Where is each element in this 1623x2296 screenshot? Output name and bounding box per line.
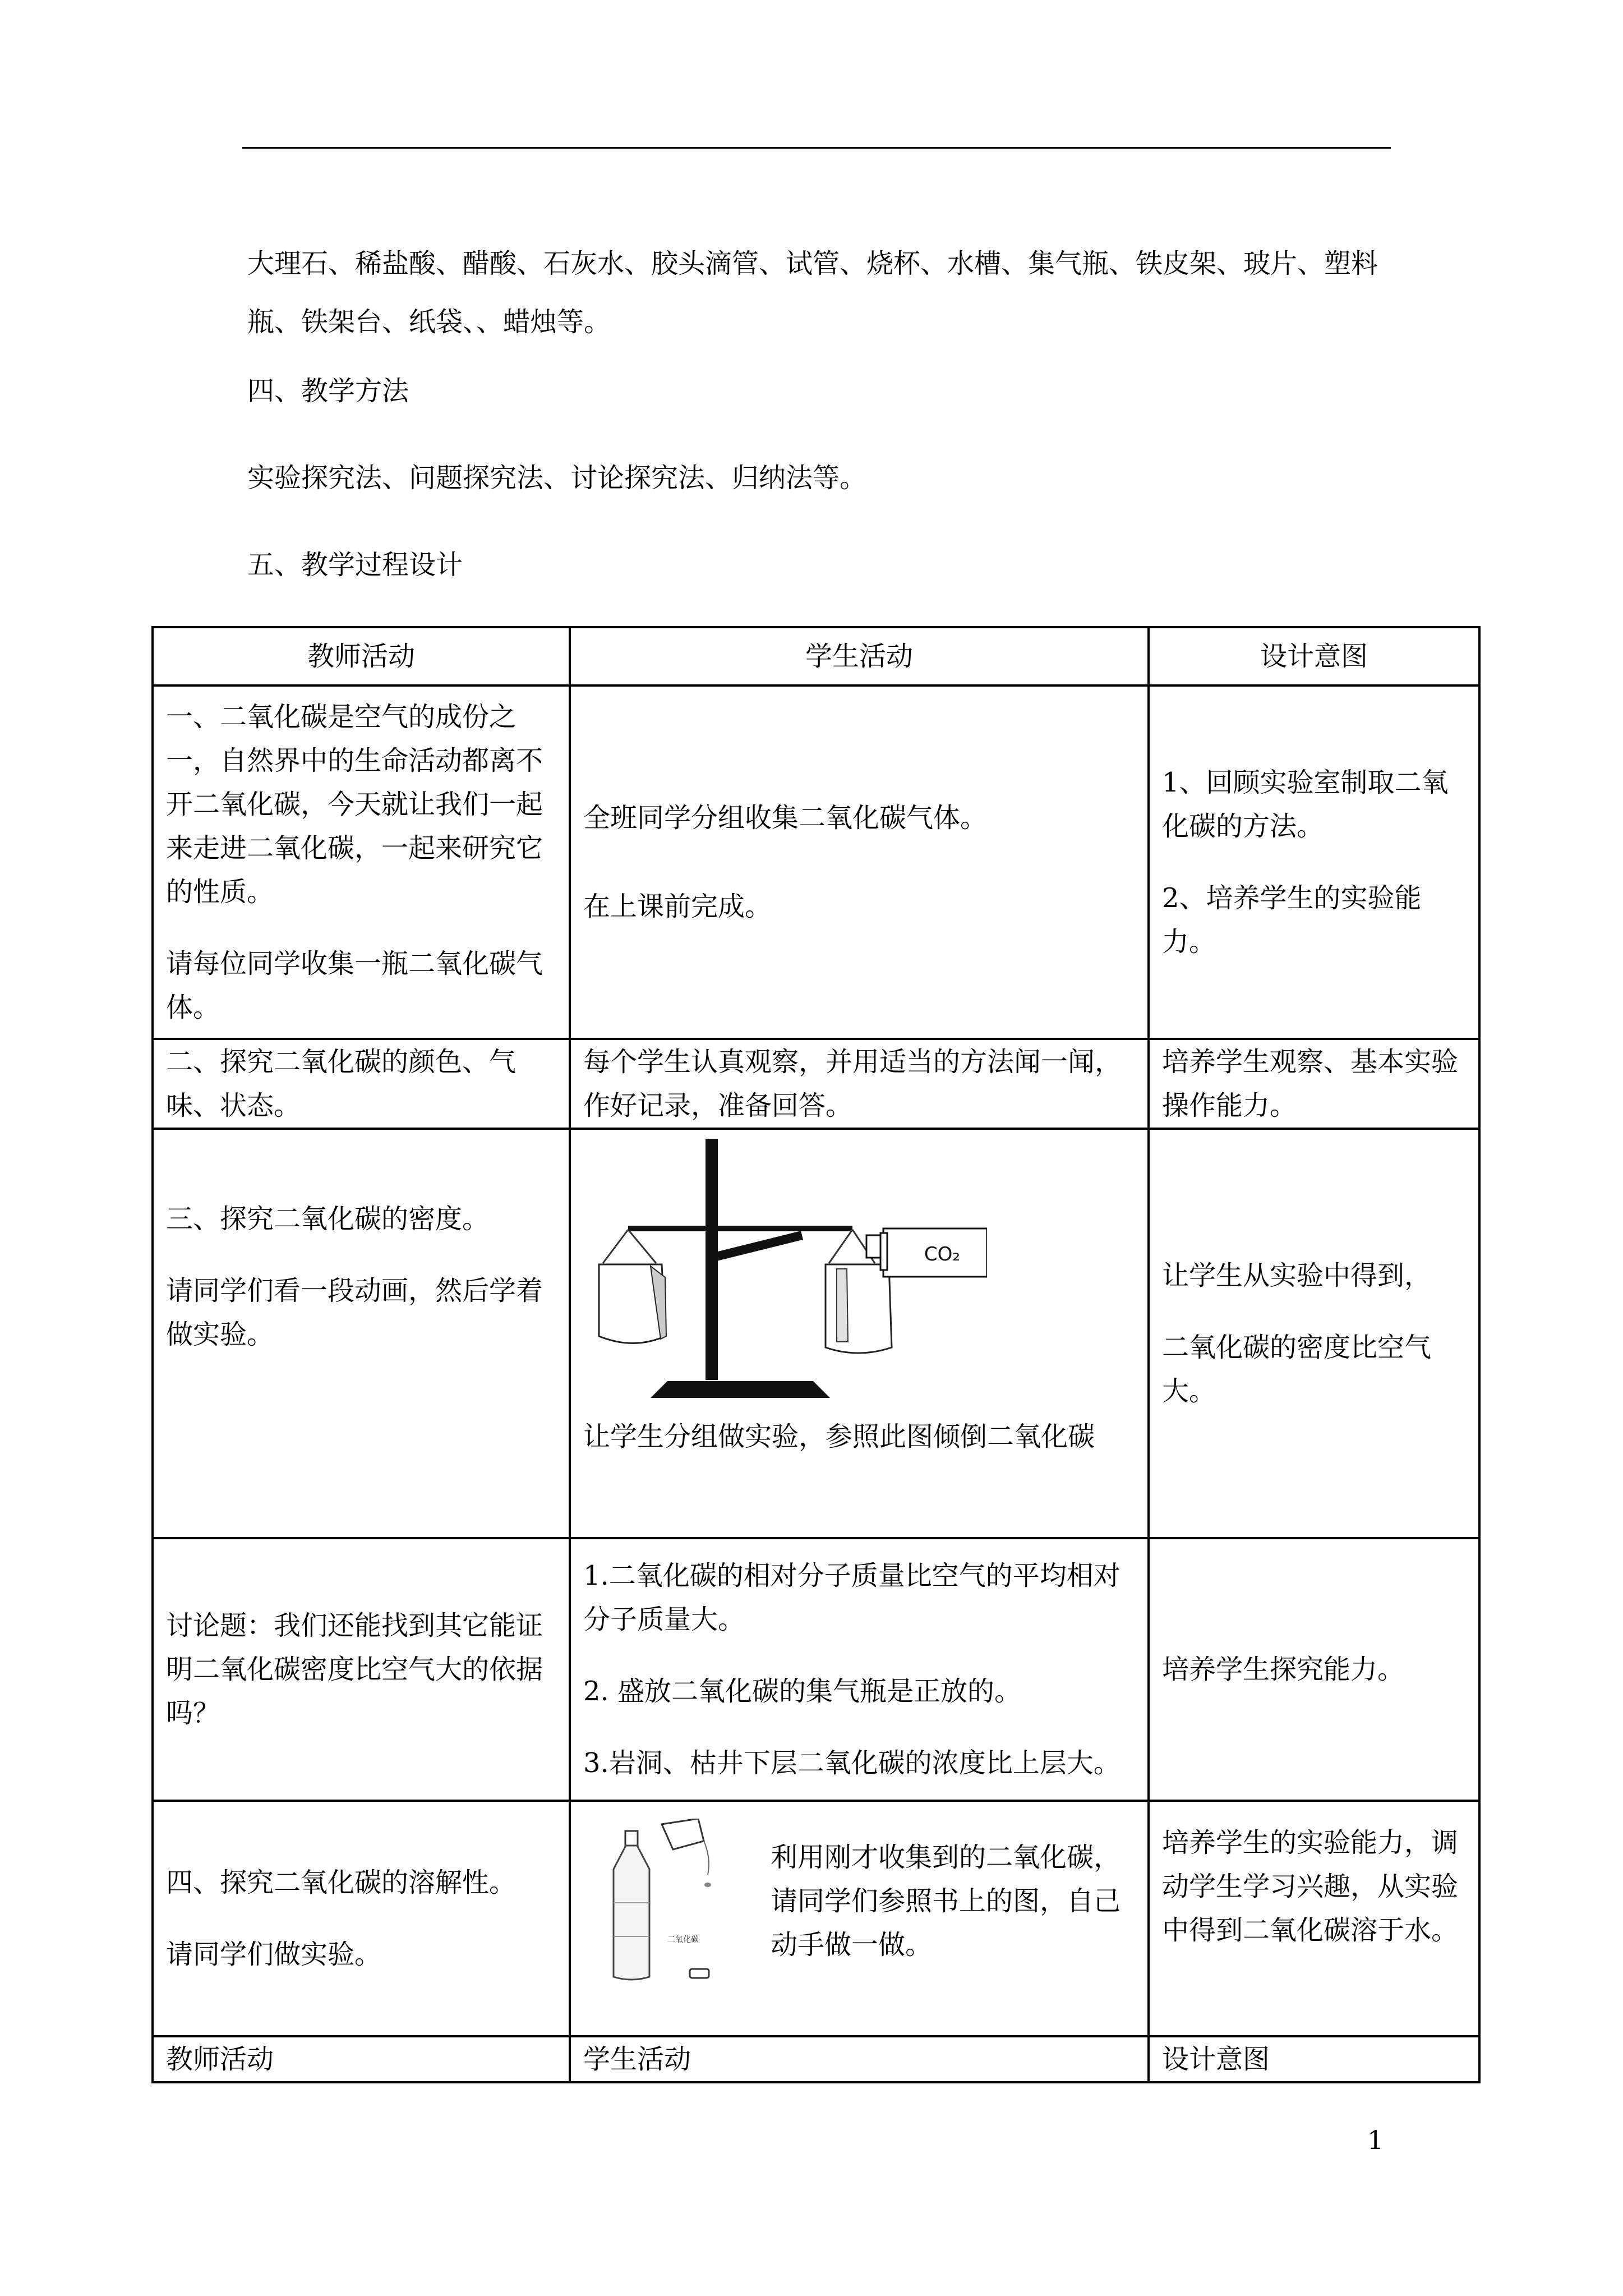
row1-design-text: 1、回顾实验室制取二氧化碳的方法。 [1162, 767, 1449, 842]
row3-design [1149, 1129, 1479, 1538]
footer-teacher: 教师活动 [153, 2036, 570, 2082]
row3-student [570, 1129, 1149, 1538]
row5-design: 培养学生的实验能力，调动学生学习兴趣，从实验中得到二氧化碳溶于水。 [1149, 1801, 1479, 2036]
balance-experiment-figure [583, 1134, 987, 1404]
bottle-label: 二氧化碳 [667, 1935, 699, 1944]
section-heading-methods: 四、教学方法 [247, 375, 409, 407]
row3-teacher-task: 请同学们看一段动画，然后学着做实验。 [166, 1275, 543, 1350]
methods-paragraph: 实验探究法、问题探究法、讨论探究法、归纳法等。 [247, 462, 867, 494]
row5-teacher [153, 1801, 570, 2036]
col-header-student: 学生活动 [570, 627, 1149, 685]
row5-teacher-heading: 四、探究二氧化碳的溶解性。 [166, 1867, 517, 1898]
row1-design-text-2: 2、培养学生的实验能力。 [1162, 882, 1422, 958]
row5-student [570, 1801, 1149, 2036]
row1-teacher-text: 一、二氧化碳是空气的成份之一，自然界中的生命活动都离不开二氧化碳，今天就让我们一起来走进二氧化碳，一起来研究它的性质。 [166, 701, 543, 908]
row1-teacher [153, 685, 570, 1039]
co2-label: CO₂ [924, 1243, 961, 1266]
table-header-row [153, 627, 1479, 685]
table-row [153, 1129, 1479, 1538]
page-number: 1 [1367, 2125, 1384, 2155]
row4-teacher: 讨论题：我们还能找到其它能证明二氧化碳密度比空气大的依据吗？ [153, 1538, 570, 1801]
col-header-design: 设计意图 [1149, 627, 1479, 685]
row3-teacher [153, 1129, 570, 1538]
row1-design [1149, 685, 1479, 1039]
row1-teacher-task: 请每位同学收集一瓶二氧化碳气体。 [166, 948, 543, 1023]
footer-student: 学生活动 [570, 2036, 1149, 2082]
row3-student-text: 让学生分组做实验，参照此图倾倒二氧化碳 [583, 1421, 1095, 1452]
row4-reason-3: 3.岩洞、枯井下层二氧化碳的浓度比上层大。 [583, 1747, 1121, 1779]
row2-design: 培养学生观察、基本实验操作能力。 [1149, 1039, 1479, 1129]
footer-design: 设计意图 [1149, 2036, 1479, 2082]
materials-paragraph: 大理石、稀盐酸、醋酸、石灰水、胶头滴管、试管、烧杯、水槽、集气瓶、铁皮架、玻片、塑料瓶、铁架台、纸袋、、蜡烛等。 [247, 248, 1378, 338]
row2-student: 每个学生认真观察，并用适当的方法闻一闻，作好记录，准备回答。 [570, 1039, 1149, 1129]
header-rule [242, 147, 1391, 149]
col-header-teacher: 教师活动 [153, 627, 570, 685]
table-footer-row [153, 2036, 1479, 2082]
row4-student [570, 1538, 1149, 1801]
row5-student-text: 利用刚才收集到的二氧化碳，请同学们参照书上的图，自己动手做一做。 [771, 1842, 1121, 1961]
row5-teacher-task: 请同学们做实验。 [166, 1939, 382, 1970]
row4-reason-1: 1.二氧化碳的相对分子质量比空气的平均相对分子质量大。 [583, 1560, 1121, 1635]
row3-design-text: 让学生从实验中得到， [1162, 1260, 1432, 1291]
row4-design: 培养学生探究能力。 [1149, 1538, 1479, 1801]
row3-teacher-heading: 三、探究二氧化碳的密度。 [166, 1203, 490, 1235]
teaching-process-table [151, 626, 1481, 2083]
row1-student [570, 685, 1149, 1039]
section-heading-process: 五、教学过程设计 [247, 549, 463, 581]
bottle-experiment-figure [583, 1819, 751, 1987]
table-row [153, 1039, 1479, 1129]
row1-student-text: 全班同学分组收集二氧化碳气体。 [583, 802, 988, 834]
row2-teacher: 二、探究二氧化碳的颜色、气味、状态。 [153, 1039, 570, 1129]
row4-reason-2: 2. 盛放二氧化碳的集气瓶是正放的。 [583, 1676, 1022, 1707]
row1-student-note: 在上课前完成。 [583, 891, 772, 922]
table-row [153, 1801, 1479, 2036]
table-row [153, 685, 1479, 1039]
table-row [153, 1538, 1479, 1801]
row3-design-text-2: 二氧化碳的密度比空气大。 [1162, 1332, 1432, 1407]
